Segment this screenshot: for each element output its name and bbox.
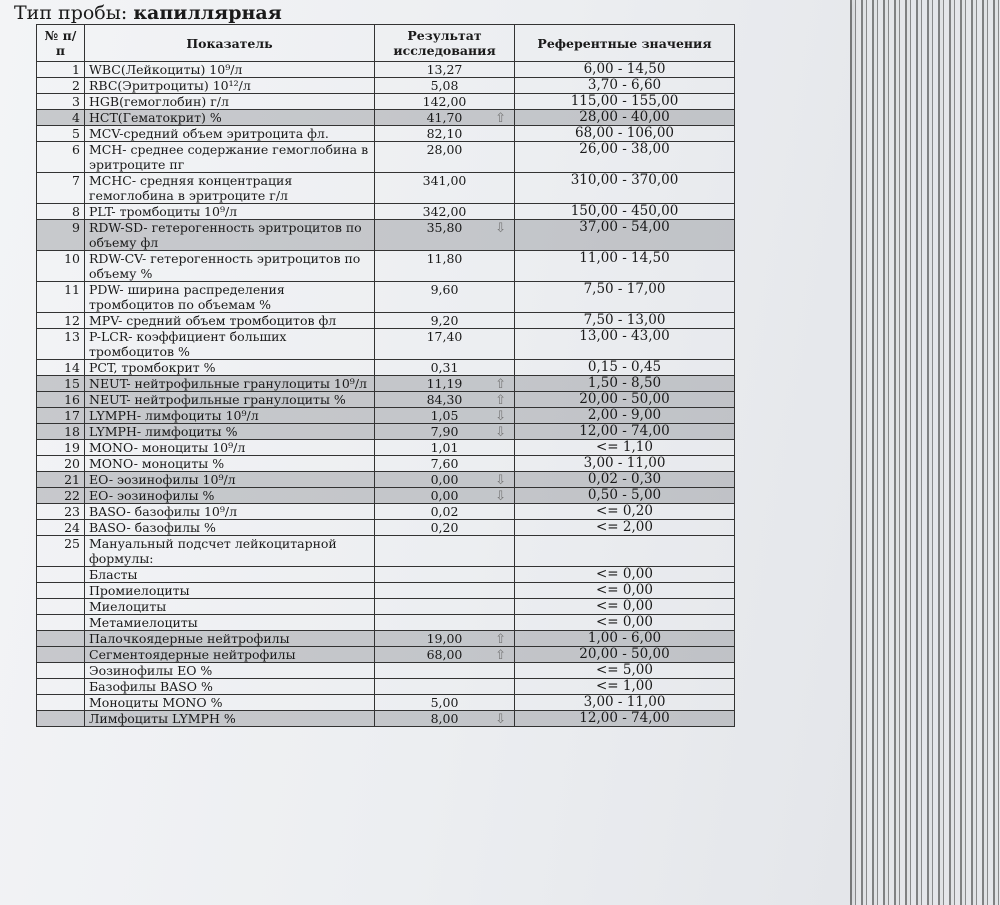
table-row [37,424,735,440]
row-parameter: MONO- моноциты % [85,456,375,472]
row-parameter: MPV- средний объем тромбоцитов фл [85,313,375,329]
row-parameter: MCH- среднее содержание гемоглобина в эритроците пг [85,142,375,173]
row-number: 18 [37,424,85,440]
table-row [37,679,735,695]
row-parameter: MCV-средний объем эритроцита фл. [85,126,375,142]
row-result [375,440,515,456]
row-reference: 310,00 - 370,00 [515,173,735,204]
table-row [37,631,735,647]
row-number: 4 [37,110,85,126]
header-result: Результат исследования [375,25,515,62]
row-result [375,408,515,424]
row-reference: <= 0,00 [515,599,735,615]
row-reference: 1,50 - 8,50 [515,376,735,392]
row-result-value: 1,05 [430,408,459,423]
row-parameter: PDW- ширина распределения тромбоцитов по объемам % [85,282,375,313]
row-number: 7 [37,173,85,204]
row-parameter: HGB(гемоглобин) г/л [85,94,375,110]
row-parameter: EO- эозинофилы 10⁹/л [85,472,375,488]
row-result [375,62,515,78]
row-result-value: 84,30 [426,392,463,407]
row-parameter: MCHC- средняя концентрация гемоглобина в эритроците г/л [85,173,375,204]
row-number: 12 [37,313,85,329]
row-number: 10 [37,251,85,282]
row-number: 5 [37,126,85,142]
row-result-value: 41,70 [426,110,463,125]
row-reference: 7,50 - 13,00 [515,313,735,329]
row-parameter: Базофилы BASO % [85,679,375,695]
row-parameter: Палочкоядерные нейтрофилы [85,631,375,647]
row-result-value: 35,80 [426,220,463,235]
row-number: 21 [37,472,85,488]
table-row [37,110,735,126]
row-result-value: 5,08 [430,78,459,93]
arrow-down-icon: ⇩ [495,489,506,504]
row-reference: 13,00 - 43,00 [515,329,735,360]
row-number [37,615,85,631]
row-number [37,679,85,695]
arrow-up-icon: ⇧ [495,377,506,392]
row-result-value: 142,00 [422,94,467,109]
row-result-value: 341,00 [422,173,467,188]
row-result [375,647,515,663]
table-row [37,663,735,679]
header-name: Показатель [85,25,375,62]
row-number: 1 [37,62,85,78]
arrow-down-icon: ⇩ [495,473,506,488]
row-result [375,329,515,360]
row-reference: <= 5,00 [515,663,735,679]
row-result [375,711,515,727]
row-result-value: 8,00 [430,711,459,726]
table-row [37,313,735,329]
row-number: 13 [37,329,85,360]
row-parameter: Метамиелоциты [85,615,375,631]
results-table [36,24,735,727]
row-result [375,142,515,173]
row-parameter: PCT, тромбокрит % [85,360,375,376]
table-row [37,615,735,631]
row-number: 24 [37,520,85,536]
row-number [37,599,85,615]
table-row [37,282,735,313]
table-row [37,251,735,282]
row-reference: <= 0,20 [515,504,735,520]
table-row [37,126,735,142]
row-parameter: NEUT- нейтрофильные гранулоциты % [85,392,375,408]
table-row [37,204,735,220]
table-row [37,711,735,727]
row-number [37,663,85,679]
row-result-value: 0,02 [430,504,459,519]
row-parameter: RDW-CV- гетерогенность эритроцитов по объему % [85,251,375,282]
row-number [37,583,85,599]
row-reference: 3,00 - 11,00 [515,695,735,711]
row-result [375,536,515,567]
row-reference: 6,00 - 14,50 [515,62,735,78]
table-row [37,360,735,376]
row-result [375,424,515,440]
row-result [375,220,515,251]
row-result [375,78,515,94]
row-result [375,631,515,647]
sample-type-label: Тип пробы: [14,2,128,24]
row-reference: 11,00 - 14,50 [515,251,735,282]
row-reference: <= 1,00 [515,679,735,695]
row-parameter: Эозинофилы EO % [85,663,375,679]
table-row [37,456,735,472]
row-result [375,251,515,282]
row-result [375,282,515,313]
row-parameter: RBC(Эритроциты) 10¹²/л [85,78,375,94]
arrow-up-icon: ⇧ [495,393,506,408]
table-row [37,392,735,408]
row-result [375,679,515,695]
arrow-down-icon: ⇩ [495,409,506,424]
row-number: 16 [37,392,85,408]
row-result [375,520,515,536]
table-row [37,173,735,204]
stacked-paper-edge [850,0,1000,905]
row-result [375,504,515,520]
table-header-row [37,25,735,62]
row-reference: <= 0,00 [515,615,735,631]
row-reference: 2,00 - 9,00 [515,408,735,424]
row-number: 23 [37,504,85,520]
row-result-value: 19,00 [426,631,463,646]
row-result-value: 1,01 [430,440,459,455]
table-row [37,408,735,424]
arrow-down-icon: ⇩ [495,712,506,727]
arrow-down-icon: ⇩ [495,425,506,440]
row-reference: 0,50 - 5,00 [515,488,735,504]
row-result [375,204,515,220]
arrow-up-icon: ⇧ [495,111,506,126]
row-result-value: 11,80 [426,251,463,266]
sample-type-title [14,2,282,24]
row-result-value: 7,90 [430,424,459,439]
row-result-value: 13,27 [426,62,463,77]
row-reference: 1,00 - 6,00 [515,631,735,647]
row-result-value: 0,00 [430,472,459,487]
row-number: 3 [37,94,85,110]
row-result [375,392,515,408]
table-row [37,536,735,567]
row-result-value: 0,00 [430,488,459,503]
row-result [375,313,515,329]
header-num: № п/п [37,25,85,62]
row-parameter: Бласты [85,567,375,583]
row-result-value: 7,60 [430,456,459,471]
row-parameter: LYMPH- лимфоциты % [85,424,375,440]
row-parameter: NEUT- нейтрофильные гранулоциты 10⁹/л [85,376,375,392]
row-result [375,456,515,472]
row-parameter: BASO- базофилы 10⁹/л [85,504,375,520]
sample-type-value: капиллярная [133,2,282,24]
row-parameter: BASO- базофилы % [85,520,375,536]
row-parameter: Сегментоядерные нейтрофилы [85,647,375,663]
row-result [375,583,515,599]
row-reference: 150,00 - 450,00 [515,204,735,220]
row-result [375,615,515,631]
row-number: 22 [37,488,85,504]
row-result-value: 342,00 [422,204,467,219]
row-parameter: HCT(Гематокрит) % [85,110,375,126]
table-row [37,599,735,615]
table-row [37,567,735,583]
row-result-value: 11,19 [426,376,463,391]
row-number: 2 [37,78,85,94]
row-result-value: 9,20 [430,313,459,328]
row-result [375,488,515,504]
row-number: 20 [37,456,85,472]
row-reference [515,536,735,567]
arrow-down-icon: ⇩ [495,221,506,236]
row-result [375,360,515,376]
row-parameter: RDW-SD- гетерогенность эритроцитов по объему фл [85,220,375,251]
row-number [37,695,85,711]
row-number [37,647,85,663]
row-result [375,376,515,392]
table-row [37,376,735,392]
table-row [37,142,735,173]
row-parameter: PLT- тромбоциты 10⁹/л [85,204,375,220]
row-result-value: 9,60 [430,282,459,297]
row-parameter: MONO- моноциты 10⁹/л [85,440,375,456]
arrow-up-icon: ⇧ [495,632,506,647]
row-reference: 68,00 - 106,00 [515,126,735,142]
row-number: 14 [37,360,85,376]
row-reference: 115,00 - 155,00 [515,94,735,110]
table-row [37,504,735,520]
row-result [375,599,515,615]
results-body [37,62,735,727]
row-number: 9 [37,220,85,251]
row-parameter: Миелоциты [85,599,375,615]
table-row [37,583,735,599]
row-parameter: Лимфоциты LYMPH % [85,711,375,727]
row-parameter: Мануальный подсчет лейкоцитарной формулы: [85,536,375,567]
table-row [37,520,735,536]
table-row [37,647,735,663]
row-reference: <= 0,00 [515,583,735,599]
row-result-value: 0,31 [430,360,459,375]
row-result [375,173,515,204]
row-number [37,631,85,647]
row-result-value: 68,00 [426,647,463,662]
row-parameter: P-LCR- коэффициент больших тромбоцитов % [85,329,375,360]
row-reference: 26,00 - 38,00 [515,142,735,173]
row-reference: 3,00 - 11,00 [515,456,735,472]
row-result [375,567,515,583]
row-reference: <= 0,00 [515,567,735,583]
row-reference: 37,00 - 54,00 [515,220,735,251]
row-number: 15 [37,376,85,392]
row-reference: 12,00 - 74,00 [515,711,735,727]
table-row [37,488,735,504]
table-row [37,78,735,94]
row-reference: 0,15 - 0,45 [515,360,735,376]
row-result-value: 28,00 [426,142,463,157]
row-number [37,567,85,583]
row-reference: 3,70 - 6,60 [515,78,735,94]
row-number: 25 [37,536,85,567]
table-row [37,472,735,488]
row-number: 19 [37,440,85,456]
row-result [375,695,515,711]
row-parameter: Моноциты MONO % [85,695,375,711]
row-number: 6 [37,142,85,173]
row-parameter: EO- эозинофилы % [85,488,375,504]
table-row [37,220,735,251]
row-result [375,94,515,110]
row-result [375,126,515,142]
row-number: 11 [37,282,85,313]
row-result-value: 0,20 [430,520,459,535]
row-parameter: Промиелоциты [85,583,375,599]
row-reference: 12,00 - 74,00 [515,424,735,440]
row-reference: 0,02 - 0,30 [515,472,735,488]
row-reference: 28,00 - 40,00 [515,110,735,126]
table-row [37,94,735,110]
row-reference: 7,50 - 17,00 [515,282,735,313]
row-number: 17 [37,408,85,424]
table-row [37,329,735,360]
row-reference: <= 1,10 [515,440,735,456]
arrow-up-icon: ⇧ [495,648,506,663]
row-parameter: LYMPH- лимфоциты 10⁹/л [85,408,375,424]
row-result [375,472,515,488]
table-row [37,62,735,78]
row-reference: <= 2,00 [515,520,735,536]
row-reference: 20,00 - 50,00 [515,392,735,408]
row-reference: 20,00 - 50,00 [515,647,735,663]
row-result-value: 82,10 [426,126,463,141]
table-row [37,440,735,456]
row-parameter: WBC(Лейкоциты) 10⁹/л [85,62,375,78]
row-result [375,110,515,126]
header-ref: Референтные значения [515,25,735,62]
row-result-value: 17,40 [426,329,463,344]
row-result [375,663,515,679]
row-number [37,711,85,727]
table-row [37,695,735,711]
row-number: 8 [37,204,85,220]
row-result-value: 5,00 [430,695,459,710]
